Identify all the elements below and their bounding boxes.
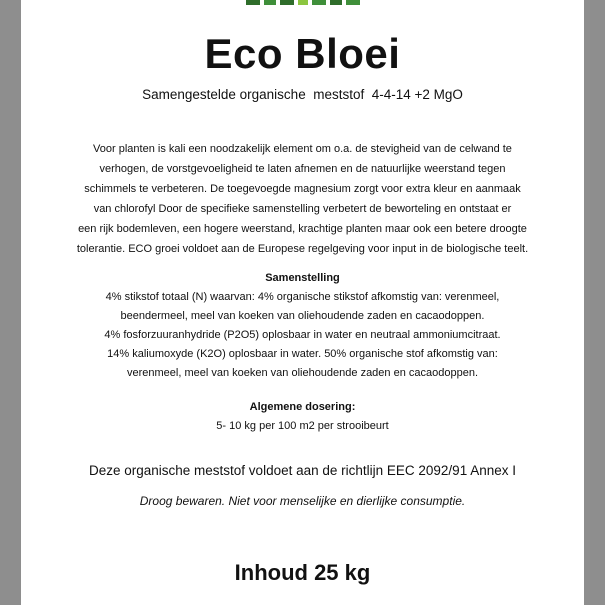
intro-line: een rijk bodemleven, een hogere weerstand, krachtige planten maar ook een betere droogte bbox=[78, 223, 527, 235]
intro-line: van chlorofyl Door de specifieke samenstelling verbetert de beworteling en ontstaat er bbox=[93, 203, 512, 215]
intro-line: Voor planten is kali een noodzakelijk element om o.a. de stevigheid van de celwand te bbox=[93, 143, 512, 155]
intro-paragraph bbox=[61, 139, 544, 259]
product-subtitle: Samengestelde organische meststof 4-4-14 +2 MgO bbox=[142, 87, 463, 102]
product-label bbox=[21, 0, 584, 605]
composition-line: beendermeel, meel van koeken van oliehoudende zaden en cacaodoppen. bbox=[120, 310, 485, 322]
composition-section bbox=[51, 268, 554, 383]
composition-line: verenmeel, meel van koeken van oliehoudende zaden en cacaodoppen. bbox=[126, 367, 479, 379]
net-content: Inhoud 25 kg bbox=[234, 560, 371, 585]
brand-logo-cropped bbox=[21, 0, 584, 6]
composition-line: 4% fosforzuuranhydride (P2O5) oplosbaar in water en neutraal ammoniumcitraat. bbox=[104, 329, 501, 341]
dosage-text: 5- 10 kg per 100 m2 per strooibeurt bbox=[216, 420, 389, 432]
dosage-heading: Algemene dosering: bbox=[249, 401, 356, 413]
compliance-statement: Deze organische meststof voldoet aan de richtlijn EEC 2092/91 Annex I bbox=[88, 463, 516, 478]
intro-line: tolerantie. ECO groei voldoet aan de Europese regelgeving voor input in de biologische teelt. bbox=[76, 243, 529, 255]
dosage-section bbox=[51, 397, 554, 436]
product-title: Eco Bloei bbox=[204, 30, 401, 77]
composition-heading: Samenstelling bbox=[265, 272, 340, 284]
intro-line: schimmels te verbeteren. De toegevoegde magnesium zorgt voor extra kleur en aanmaak bbox=[84, 183, 521, 195]
storage-notice: Droog bewaren. Niet voor menselijke en dierlijke consumptie. bbox=[139, 494, 466, 508]
intro-line: verhogen, de vorstgevoeligheid te laten afnemen en de natuurlijke weerstand tegen bbox=[99, 163, 506, 175]
composition-line: 14% kaliumoxyde (K2O) oplosbaar in water. 50% organische stof afkomstig van: bbox=[107, 348, 498, 360]
composition-line: 4% stikstof totaal (N) waarvan: 4% organische stikstof afkomstig van: verenmeel, bbox=[105, 291, 500, 303]
